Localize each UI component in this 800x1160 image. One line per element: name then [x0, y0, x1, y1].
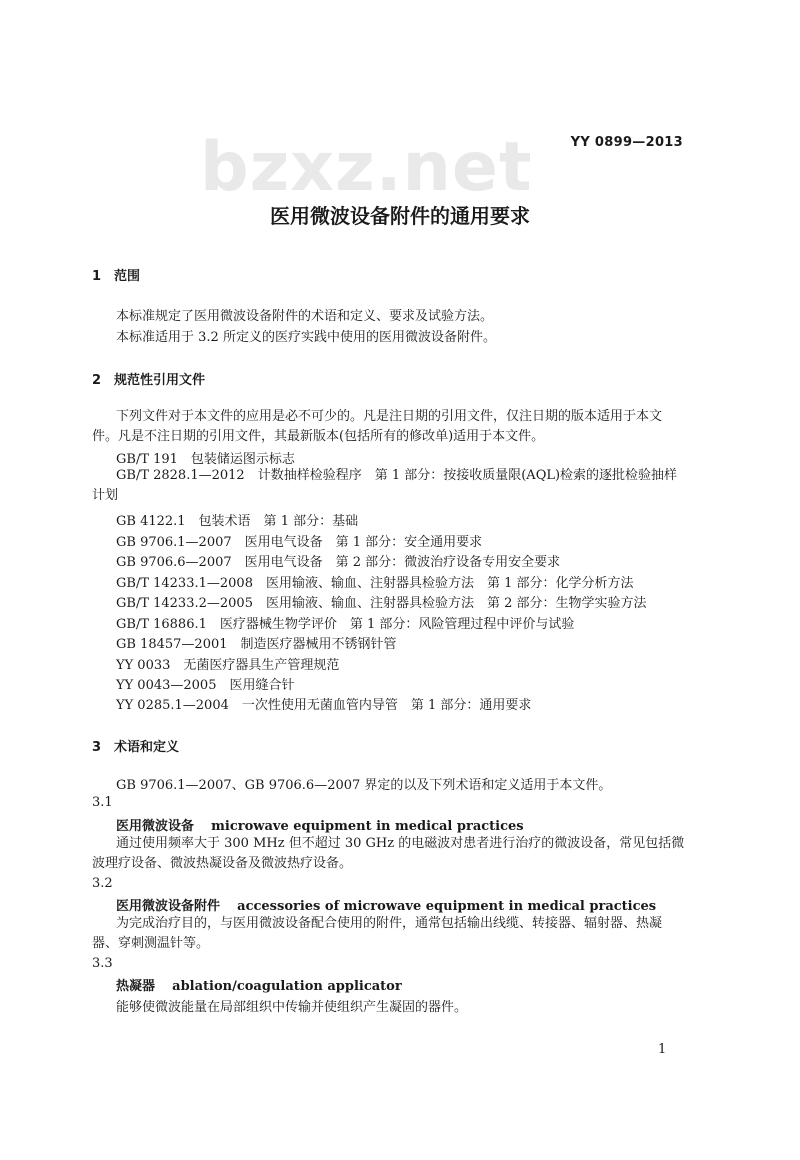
reference-item: GB/T 191 包装储运图示标志	[116, 452, 295, 467]
page-number: 1	[658, 1042, 667, 1057]
reference-item: GB 9706.6—2007 医用电气设备 第 2 部分：微波治疗设备专用安全要求	[116, 555, 561, 570]
term-definition: 通过使用频率大于 300 MHz 但不超过 30 GHz 的电磁波对患者进行治疗的微波设备，常见包括微波理疗设备、微波热凝设备及微波热疗设备。	[92, 836, 685, 871]
term-title	[116, 975, 402, 994]
section-3-heading: 3 术语和定义	[92, 740, 180, 755]
term-definition: 能够使微波能量在局部组织中传输并使组织产生凝固的器件。	[116, 1000, 468, 1015]
section-1-heading: 1 范围	[92, 269, 141, 284]
term-title	[116, 815, 524, 834]
term-title	[116, 895, 656, 914]
term-en: accessories of microwave equipment in medical practices	[237, 899, 657, 914]
reference-item: GB 9706.1—2007 医用电气设备 第 1 部分：安全通用要求	[116, 535, 483, 550]
reference-item: GB/T 16886.1 医疗器械生物学评价 第 1 部分：风险管理过程中评价与试验	[116, 617, 575, 632]
term-zh: 热凝器	[116, 979, 156, 994]
reference-item: GB/T 14233.2—2005 医用输液、输血、注射器具检验方法 第 2 部分：生物学实验方法	[116, 596, 647, 611]
reference-item: GB/T 14233.1—2008 医用输液、输血、注射器具检验方法 第 1 部分：化学分析方法	[116, 576, 634, 591]
term-number: 3.1	[92, 795, 113, 810]
term-en: microwave equipment in medical practices	[211, 819, 524, 834]
section-2-heading: 2 规范性引用文件	[92, 373, 206, 388]
term-zh: 医用微波设备附件	[116, 899, 221, 914]
standard-code: YY 0899—2013	[570, 135, 683, 150]
term-en: ablation/coagulation applicator	[172, 979, 402, 994]
reference-item: GB 4122.1 包装术语 第 1 部分：基础	[116, 514, 359, 529]
reference-item: YY 0043—2005 医用缝合针	[116, 678, 295, 693]
reference-item: YY 0285.1—2004 一次性使用无菌血管内导管 第 1 部分：通用要求	[116, 698, 532, 713]
section-1-paragraph: 本标准规定了医用微波设备附件的术语和定义、要求及试验方法。	[116, 309, 494, 324]
reference-item: GB/T 2828.1—2012 计数抽样检验程序 第 1 部分：按接收质量限(AQL)检索的逐批检验抽样计划	[92, 468, 678, 503]
section-3-intro: GB 9706.1—2007、GB 9706.6—2007 界定的以及下列术语和定义适用于本文件。	[116, 778, 612, 793]
term-zh: 医用微波设备	[116, 819, 195, 834]
page-title: 医用微波设备附件的通用要求	[270, 204, 530, 228]
term-definition: 为完成治疗目的，与医用微波设备配合使用的附件，通常包括输出线缆、转接器、辐射器、热凝器、穿刺测温针等。	[92, 916, 663, 951]
section-2-intro: 下列文件对于本文件的应用是必不可少的。凡是注日期的引用文件，仅注日期的版本适用于本文件。凡是不注日期的引用文件，其最新版本(包括所有的修改单)适用于本文件。	[92, 409, 663, 444]
watermark: bzxz.net	[200, 128, 533, 207]
reference-item: GB 18457—2001 制造医疗器械用不锈钢针管	[116, 637, 397, 652]
term-number: 3.2	[92, 876, 113, 891]
section-1-paragraph: 本标准适用于 3.2 所定义的医疗实践中使用的医用微波设备附件。	[116, 330, 496, 345]
reference-item: YY 0033 无菌医疗器具生产管理规范	[116, 658, 340, 673]
term-number: 3.3	[92, 956, 113, 971]
